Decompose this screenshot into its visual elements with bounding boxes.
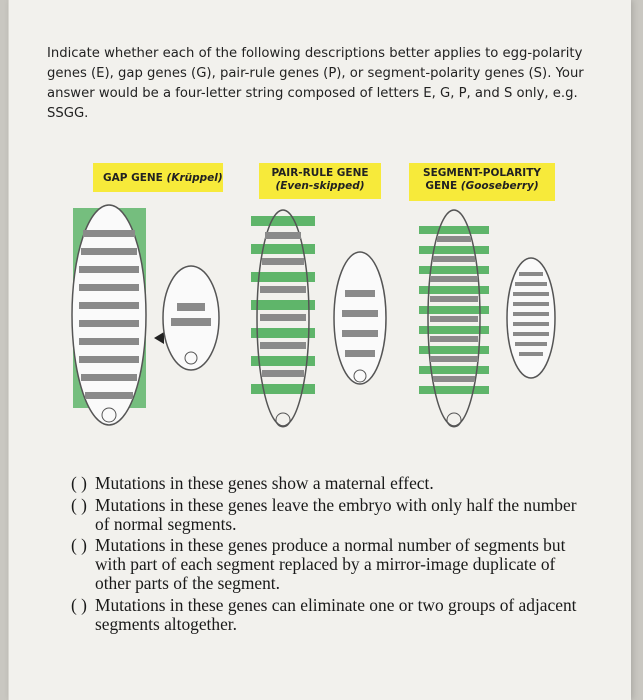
segment-polarity-mutant-embryo	[507, 258, 555, 378]
segment-polarity-gene-name: (Gooseberry)	[460, 180, 539, 192]
pair-rule-gene-title: PAIR-RULE GENE	[271, 167, 369, 179]
segment-polarity-gene-title: SEGMENT-POLARITY	[423, 167, 541, 179]
option-blank[interactable]: ( )	[71, 535, 87, 556]
option-item	[71, 536, 593, 592]
option-item	[71, 496, 593, 534]
segment-polarity-wildtype-embryo	[419, 210, 489, 427]
option-blank[interactable]: ( )	[71, 473, 87, 493]
option-item	[71, 596, 593, 634]
option-text: Mutations in these genes can eliminate one or two groups of adjacent segments altogether.	[95, 594, 577, 634]
question-sheet	[8, 0, 631, 700]
pair-rule-wildtype-embryo	[251, 210, 315, 427]
question-prompt: Indicate whether each of the following descriptions better applies to egg-polarity genes (E), gap genes (G), pair-rule genes (P), or segment-polarity genes (S). Your answer would be a four-letter string composed of letters E, G, P, and S only, e.g. SSGG.	[47, 46, 584, 121]
option-text: Mutations in these genes produce a normal number of segments but with part of each segment replaced by a mirror-image duplicate of other parts of the segment.	[95, 535, 566, 593]
options-list	[71, 474, 593, 633]
gap-arrow-icon	[154, 332, 164, 344]
segment-polarity-gene-title2: GENE	[425, 180, 458, 192]
gap-gene-title: GAP GENE	[103, 172, 163, 184]
gap-gene-name: (Krüppel)	[166, 172, 223, 184]
gap-mutant-embryo	[163, 266, 219, 370]
gap-wildtype-embryo	[72, 205, 146, 425]
pair-rule-mutant-embryo	[334, 252, 386, 384]
option-item	[71, 474, 593, 493]
option-text: Mutations in these genes leave the embryo with only half the number of normal segments.	[95, 494, 577, 534]
option-blank[interactable]: ( )	[71, 594, 87, 615]
pair-rule-gene-name: (Even-skipped)	[275, 180, 365, 192]
option-blank[interactable]: ( )	[71, 494, 87, 515]
option-text: Mutations in these genes show a maternal effect.	[95, 473, 434, 493]
